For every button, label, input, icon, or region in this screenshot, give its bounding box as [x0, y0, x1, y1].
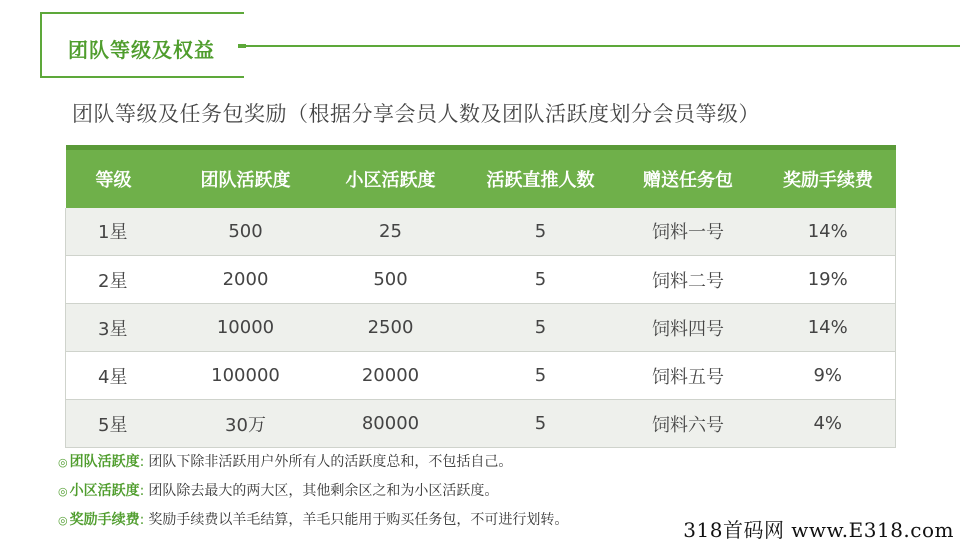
cell-gift-package: 饲料二号 — [616, 256, 761, 304]
definitions-list — [58, 452, 758, 539]
cell-reward-fee: 9% — [761, 352, 896, 400]
cell-direct-referrals: 5 — [466, 304, 616, 352]
definition-text: 团队除去最大的两大区，其他剩余区之和为小区活跃度。 — [148, 483, 499, 499]
watermark-text: 318首码网 www.E318.com — [683, 518, 954, 542]
header-gift-package: 赠送任务包 — [616, 148, 761, 208]
cell-direct-referrals: 5 — [534, 220, 547, 242]
header-frame-corner — [214, 12, 244, 14]
table-row — [66, 304, 896, 352]
bullet-icon: ◎ — [58, 456, 68, 469]
cell-gift-package: 饲料一号 — [652, 222, 724, 244]
table-row — [66, 352, 896, 400]
cell-zone-activity: 25 — [379, 220, 402, 242]
cell-level: 2星 — [66, 256, 176, 304]
cell-zone-activity: 80000 — [316, 400, 466, 448]
definition-term: 小区活跃度 — [69, 483, 140, 499]
page-subtitle: 团队等级及任务包奖励（根据分享会员人数及团队活跃度划分会员等级） — [72, 102, 760, 126]
cell-reward-fee: 14% — [761, 304, 896, 352]
table-row — [66, 256, 896, 304]
cell-zone-activity: 2500 — [316, 304, 466, 352]
cell-level: 4星 — [66, 352, 176, 400]
cell-reward-fee: 14% — [807, 220, 848, 242]
header-zone-activity: 小区活跃度 — [316, 148, 466, 208]
cell-team-activity: 2000 — [176, 256, 316, 304]
cell-direct-referrals: 5 — [466, 352, 616, 400]
cell-team-activity: 10000 — [176, 304, 316, 352]
cell-level: 3星 — [66, 304, 176, 352]
header-level: 等级 — [66, 148, 176, 208]
definition-text: 团队下除非活跃用户外所有人的活跃度总和，不包括自己。 — [148, 454, 513, 470]
table-row — [66, 400, 896, 448]
cell-zone-activity: 20000 — [316, 352, 466, 400]
table-row — [66, 208, 896, 256]
definition-zone-activity — [58, 481, 758, 510]
definition-team-activity — [58, 452, 758, 481]
cell-gift-package: 饲料五号 — [616, 352, 761, 400]
header-rule — [244, 45, 960, 47]
definition-term: 奖励手续费 — [69, 512, 140, 528]
definition-separator: : — [139, 512, 145, 528]
bullet-icon: ◎ — [58, 514, 68, 527]
cell-team-activity: 500 — [228, 220, 263, 242]
cell-team-activity: 100000 — [176, 352, 316, 400]
header-reward-fee: 奖励手续费 — [761, 148, 896, 208]
cell-reward-fee: 4% — [761, 400, 896, 448]
cell-reward-fee: 19% — [761, 256, 896, 304]
header-direct-referrals: 活跃直推人数 — [466, 148, 616, 208]
definition-reward-fee — [58, 510, 758, 539]
cell-team-activity: 30万 — [176, 400, 316, 448]
level-table — [65, 145, 896, 448]
bullet-icon: ◎ — [58, 485, 68, 498]
definition-separator: : — [139, 483, 145, 499]
table-header-row — [66, 148, 896, 208]
definition-term: 团队活跃度 — [69, 454, 140, 470]
page-title: 团队等级及权益 — [68, 38, 215, 62]
cell-gift-package: 饲料四号 — [616, 304, 761, 352]
cell-zone-activity: 500 — [316, 256, 466, 304]
cell-level: 5星 — [66, 400, 176, 448]
cell-gift-package: 饲料六号 — [616, 400, 761, 448]
cell-level: 1星 — [98, 222, 128, 244]
cell-direct-referrals: 5 — [466, 400, 616, 448]
cell-direct-referrals: 5 — [466, 256, 616, 304]
definition-separator: : — [139, 454, 145, 470]
definition-text: 奖励手续费以羊毛结算，羊毛只能用于购买任务包，不可进行划转。 — [148, 512, 569, 528]
header-team-activity: 团队活跃度 — [176, 148, 316, 208]
